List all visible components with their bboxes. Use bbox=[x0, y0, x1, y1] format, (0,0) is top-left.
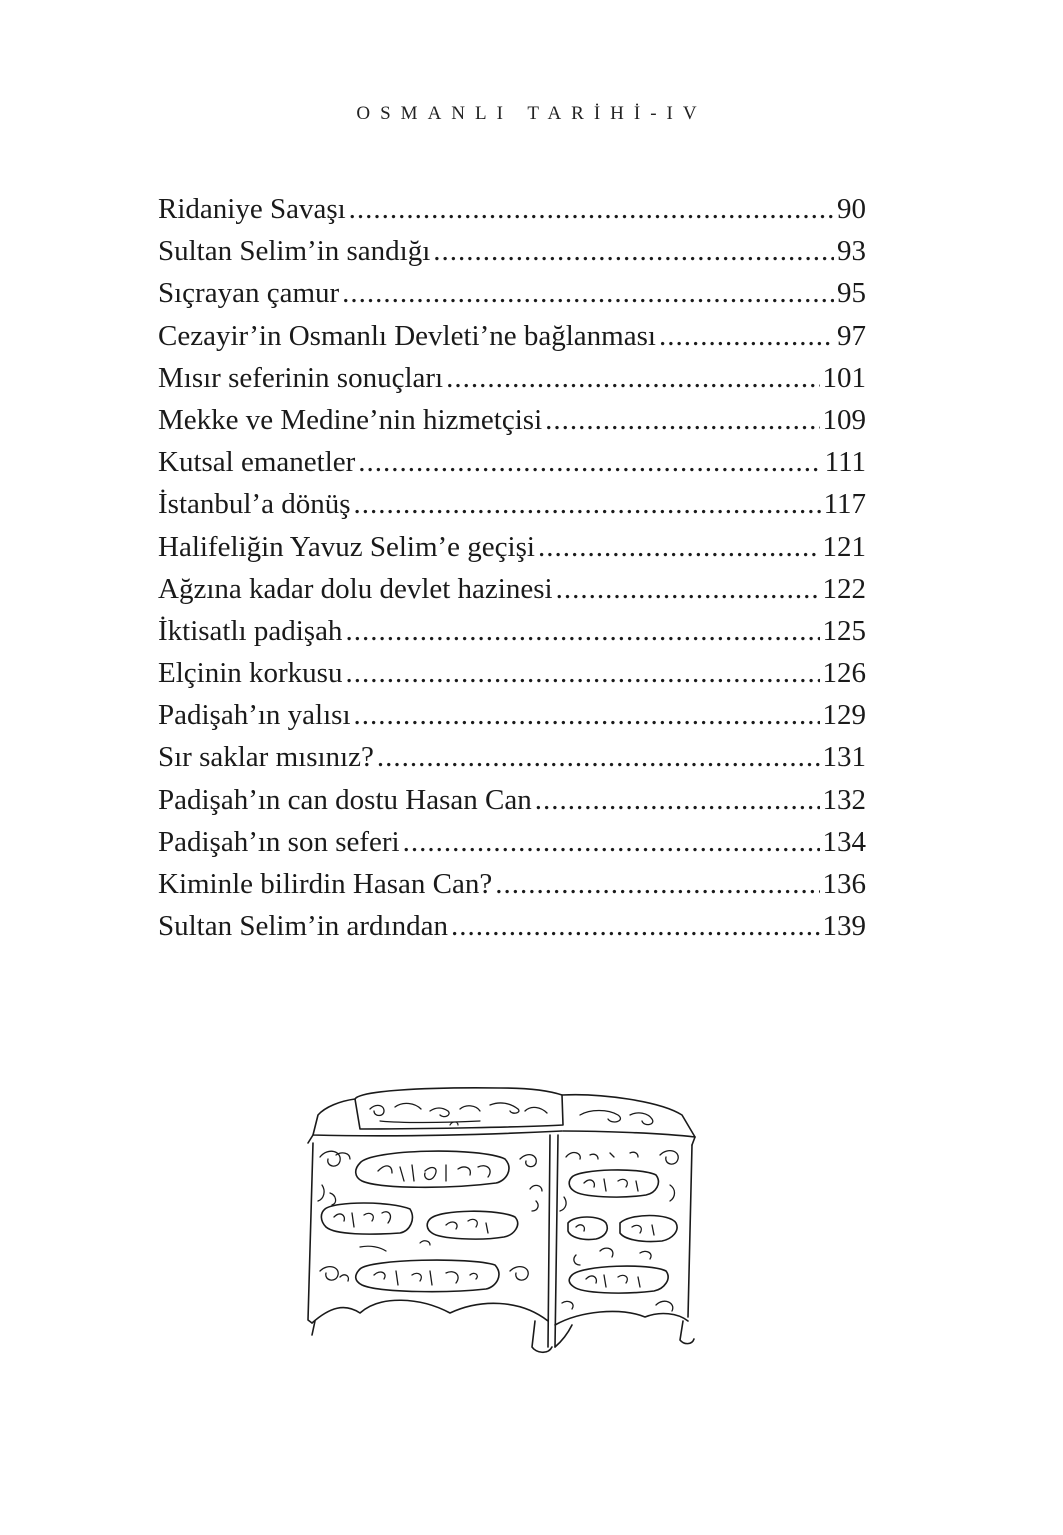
dot-leader bbox=[433, 230, 834, 272]
toc-entry bbox=[158, 315, 866, 357]
toc-entry bbox=[158, 230, 866, 272]
toc-entry-page: 134 bbox=[822, 825, 866, 858]
toc-entry bbox=[158, 441, 866, 483]
toc-entry-page: 101 bbox=[822, 361, 866, 394]
toc-entry-page: 121 bbox=[822, 530, 866, 563]
toc-entry-page: 97 bbox=[837, 319, 866, 352]
toc-entry bbox=[158, 610, 866, 652]
dot-leader bbox=[349, 188, 834, 230]
toc-entry bbox=[158, 483, 866, 525]
toc-entry-page: 131 bbox=[822, 741, 866, 774]
toc-entry-title: Padişah’ın can dostu Hasan Can bbox=[158, 783, 532, 816]
toc-entry-title: Mekke ve Medine’nin hizmetçisi bbox=[158, 403, 543, 436]
toc-entry bbox=[158, 694, 866, 736]
running-head: OSMANLI TARİHİ-IV bbox=[356, 103, 707, 124]
toc-entry-title: Sır saklar mısınız? bbox=[158, 741, 374, 774]
toc-entry-title: Halifeliğin Yavuz Selim’e geçişi bbox=[158, 530, 535, 563]
dot-leader bbox=[345, 652, 819, 694]
dot-leader bbox=[495, 863, 819, 905]
toc-entry bbox=[158, 357, 866, 399]
dot-leader bbox=[538, 526, 820, 568]
toc-entry-page: 122 bbox=[822, 572, 866, 605]
toc-entry-title: Elçinin korkusu bbox=[158, 657, 343, 690]
toc-entry bbox=[158, 905, 866, 947]
toc-entry bbox=[158, 779, 866, 821]
toc-entry-title: Sultan Selim’in ardından bbox=[158, 910, 448, 943]
toc-entry-title: Padişah’ın yalısı bbox=[158, 699, 351, 732]
ornamented-chest-drawing-icon bbox=[300, 1085, 700, 1360]
toc-entry-title: Sıçrayan çamur bbox=[158, 277, 340, 310]
dot-leader bbox=[446, 357, 819, 399]
toc-entry-title: Kutsal emanetler bbox=[158, 446, 356, 479]
toc-entry bbox=[158, 272, 866, 314]
toc-entry-title: Cezayir’in Osmanlı Devleti’ne bağlanması bbox=[158, 319, 656, 352]
toc-entry-title: Ağzına kadar dolu devlet hazinesi bbox=[158, 572, 553, 605]
toc-entry-page: 111 bbox=[824, 446, 866, 479]
toc-entry-page: 90 bbox=[837, 193, 866, 225]
dot-leader bbox=[545, 399, 819, 441]
dot-leader bbox=[377, 736, 820, 778]
toc-entry bbox=[158, 399, 866, 441]
toc-entry-title: İktisatlı padişah bbox=[158, 614, 343, 647]
toc-entry-title: Padişah’ın son seferi bbox=[158, 825, 400, 858]
dot-leader bbox=[342, 272, 834, 314]
toc-entry-page: 117 bbox=[823, 488, 866, 521]
toc-entry bbox=[158, 736, 866, 778]
toc-entry-page: 95 bbox=[837, 277, 866, 310]
toc-entry-page: 132 bbox=[822, 783, 866, 816]
toc-entry-title: Kiminle bilirdin Hasan Can? bbox=[158, 868, 493, 900]
toc-entry-page: 125 bbox=[822, 614, 866, 647]
dot-leader bbox=[535, 779, 820, 821]
toc-entry-page: 93 bbox=[837, 235, 866, 268]
toc-entry bbox=[158, 526, 866, 568]
table-of-contents bbox=[158, 188, 866, 947]
dot-leader bbox=[358, 441, 821, 483]
toc-entry-title: Mısır seferinin sonuçları bbox=[158, 361, 444, 394]
dot-leader bbox=[556, 568, 820, 610]
toc-entry-title: Ridaniye Savaşı bbox=[158, 193, 346, 225]
toc-entry-page: 109 bbox=[822, 403, 866, 436]
toc-entry-page: 136 bbox=[822, 868, 866, 900]
dot-leader bbox=[354, 483, 821, 525]
toc-entry-page: 126 bbox=[822, 657, 866, 690]
toc-entry bbox=[158, 568, 866, 610]
dot-leader bbox=[403, 821, 820, 863]
dot-leader bbox=[354, 694, 820, 736]
toc-entry-title: Sultan Selim’in sandığı bbox=[158, 235, 431, 268]
dot-leader bbox=[451, 905, 820, 947]
toc-entry-title: İstanbul’a dönüş bbox=[158, 488, 351, 521]
toc-entry bbox=[158, 821, 866, 863]
toc-entry bbox=[158, 188, 866, 230]
dot-leader bbox=[345, 610, 819, 652]
toc-entry-page: 139 bbox=[822, 910, 866, 943]
toc-entry bbox=[158, 652, 866, 694]
dot-leader bbox=[659, 315, 834, 357]
toc-entry bbox=[158, 863, 866, 905]
toc-entry-page: 129 bbox=[822, 699, 866, 732]
